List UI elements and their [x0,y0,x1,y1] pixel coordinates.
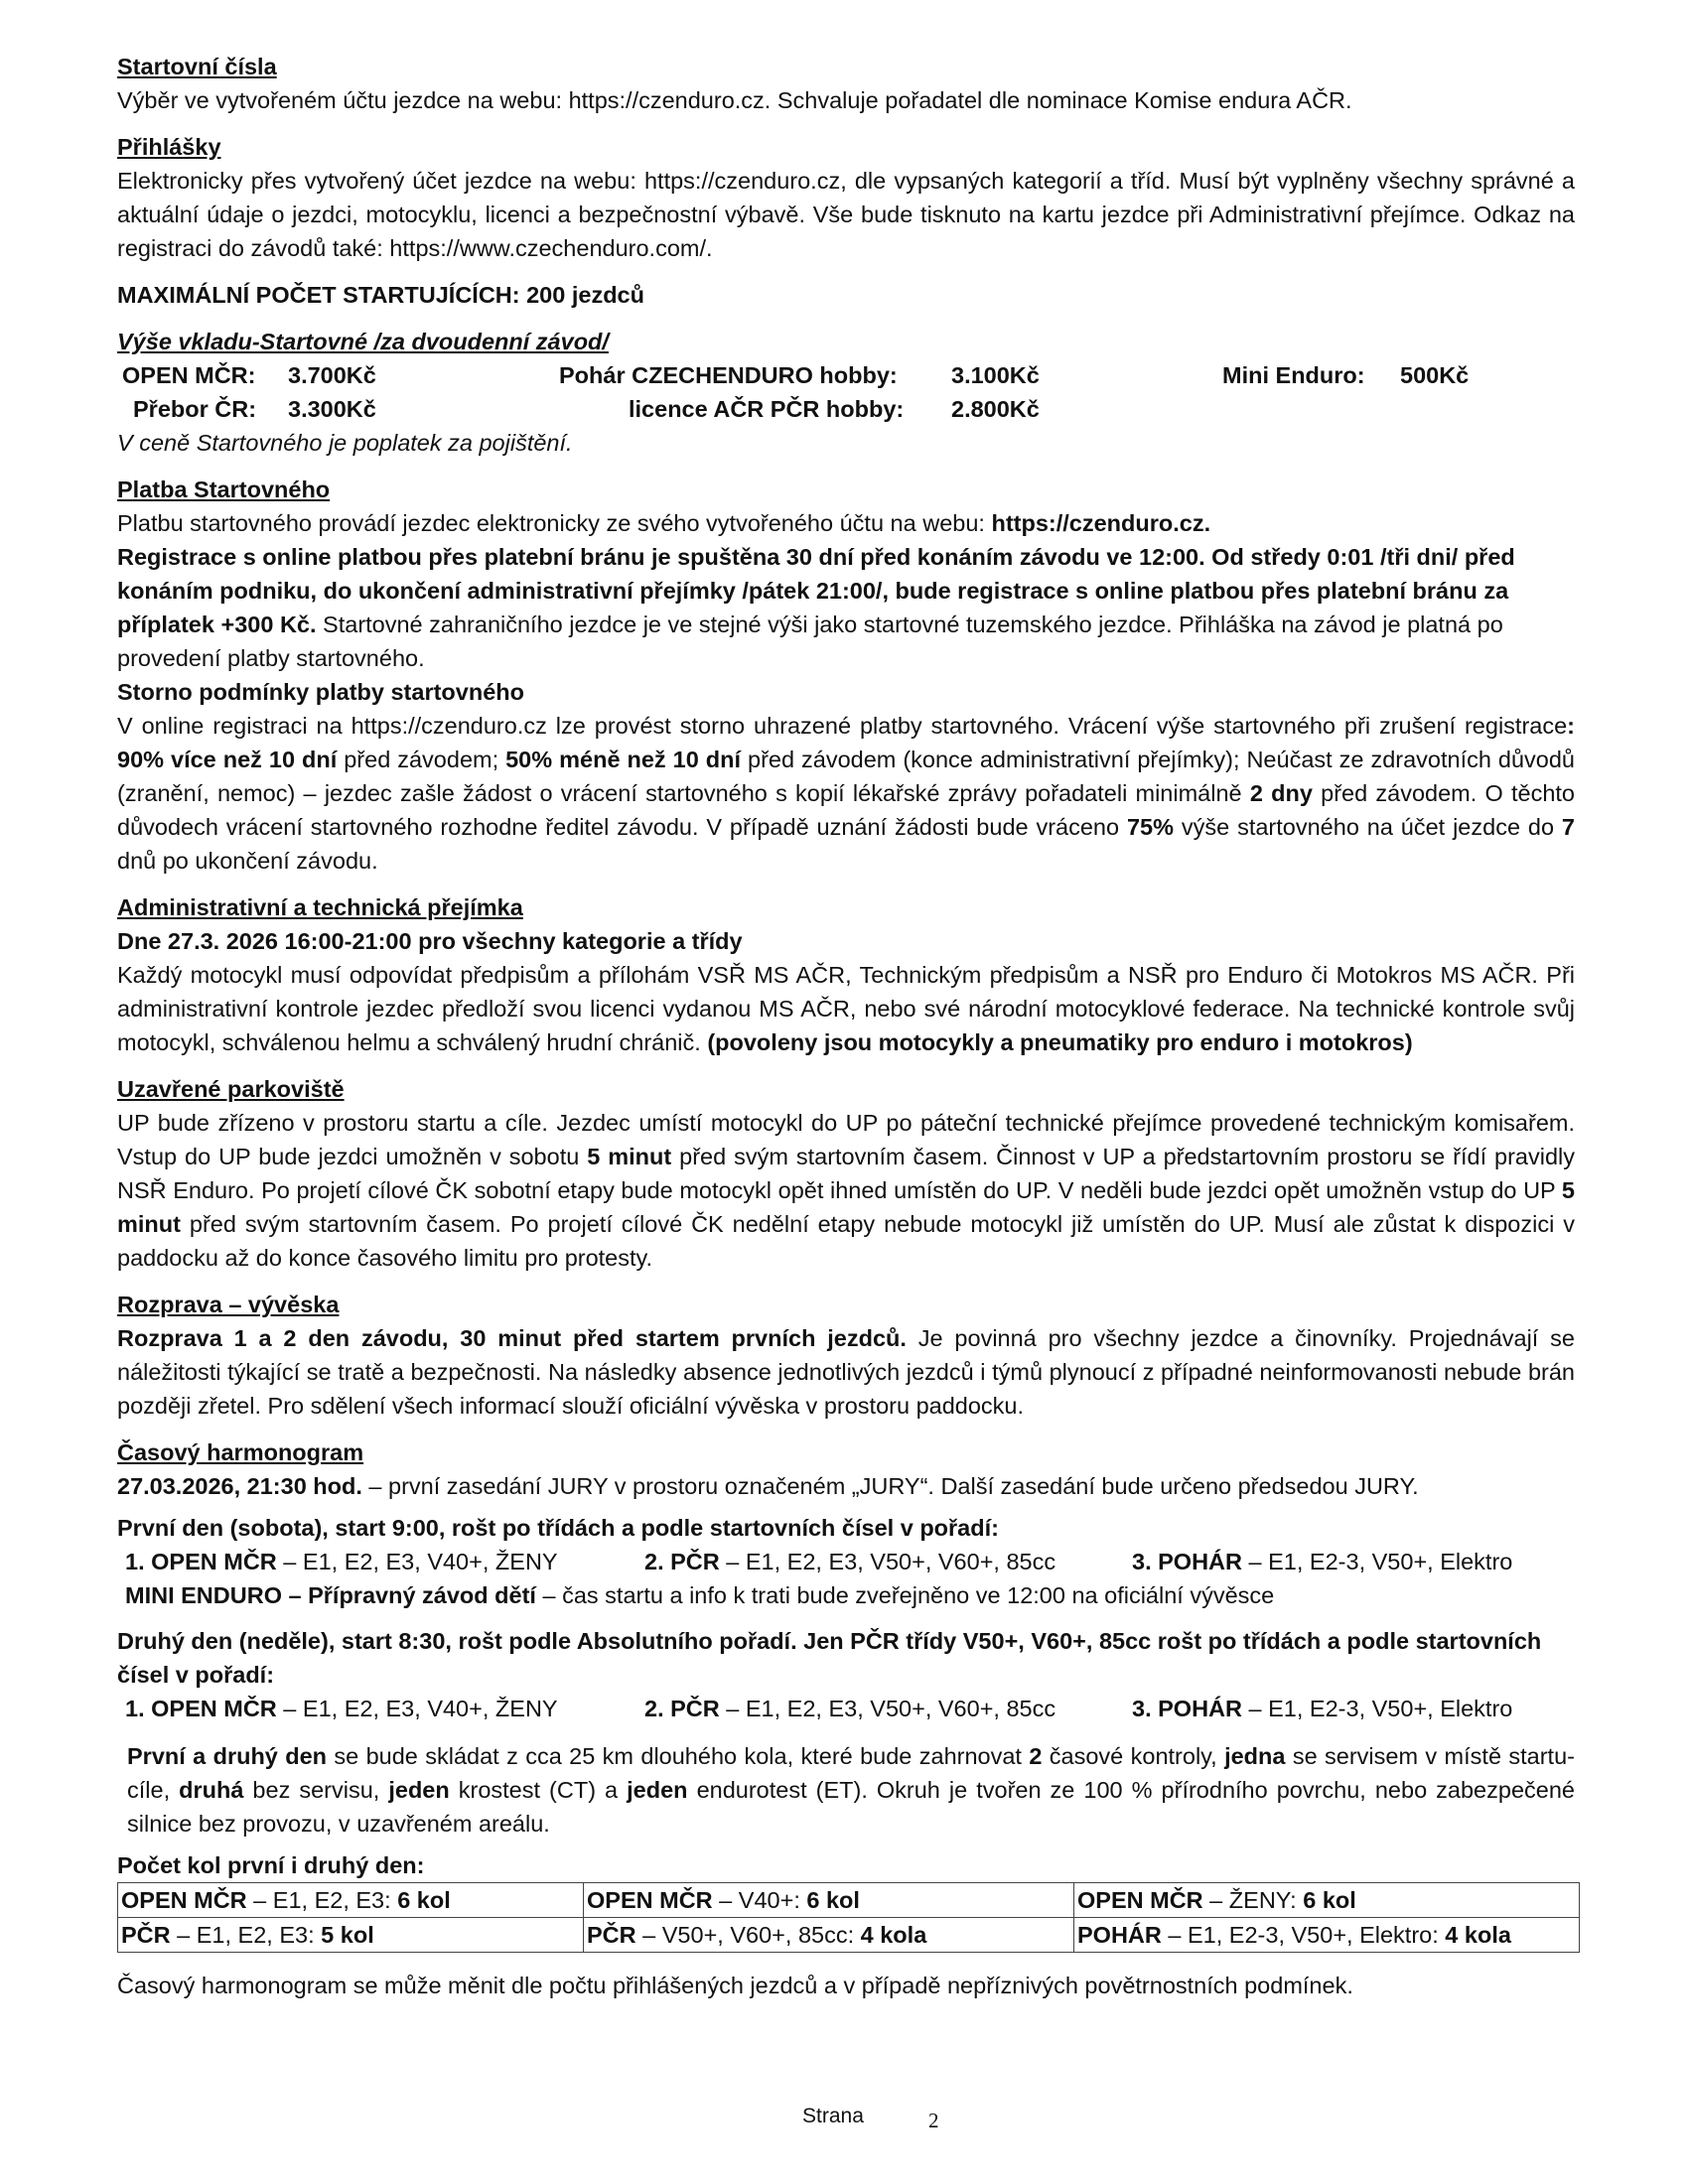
fee-value: 3.100Kč [951,362,1040,388]
jury-date: 27.03.2026, 21:30 hod. [117,1473,362,1499]
storno-t6: dnů po ukončení závodu. [117,848,378,874]
parking-b2: 5 minut [117,1177,1575,1237]
day1-class [644,1545,1132,1578]
class-name: 2. PČR [644,1696,720,1721]
mini-enduro-bold: MINI ENDURO – Přípravný závod dětí [125,1582,536,1608]
table-cell [584,1918,1074,1953]
briefing-section [117,1288,1575,1423]
table-cell [584,1883,1074,1918]
cell-class: OPEN MČR [1077,1887,1203,1913]
cell-laps: 6 kol [397,1887,451,1913]
laps-table [117,1882,1580,1953]
parking-t3: před svým startovním časem. Po projetí cílové ČK nedělní etapy nebude motocykl již umístěn do UP. Musí ale zůstat k dispozici v paddocku až do konce časového limitu pro protesty. [117,1211,1575,1271]
cell-laps: 4 kola [1445,1922,1511,1948]
desc-b1: První a druhý den [127,1743,328,1769]
storno-t4: před závodem. O těchto důvodech vrácení startovného rozhodne ředitel závodu. V případě uznání žádosti bude vráceno [117,780,1575,840]
jury-line [117,1469,1575,1503]
briefing-body: Je povinná pro všechny jezdce a činovníky. Projednávají se náležitosti týkající se tratě a bezpečnosti. Na následky absence jednotlivých jezdců i týmů plynoucí z případné neinformovanosti nebude brán později zřetel. Pro sdělení všech informací slouží oficiální vývěska v prostoru paddocku. [117,1325,1575,1419]
day2-class [1132,1692,1512,1725]
briefing-heading: Rozprava – vývěska [117,1292,340,1317]
desc-b3: jedna [1224,1743,1286,1769]
fees-note: V ceně Startovného je poplatek za pojištění. [117,430,573,456]
desc-t5: krostest (CT) a [449,1777,628,1803]
day2-heading: Druhý den (neděle), start 8:30, rošt podle Absolutního pořadí. Jen PČR třídy V50+, V60+, 85cc rošt po třídách a podle startovních čísel v pořadí: [117,1628,1542,1688]
cell-laps: 6 kol [1303,1887,1356,1913]
class-name: 1. OPEN MČR [125,1696,277,1721]
fee-label: Přebor ČR: [133,396,257,422]
fee-value: 3.300Kč [288,396,376,422]
storno-b3: 2 dny [1249,780,1313,806]
document-page [117,50,1575,2002]
cell-text: – V50+, V60+, 85cc: [635,1922,861,1948]
fees-heading: Výše vkladu-Startovné /za dvoudenní závod/ [117,329,609,354]
parking-t1: UP bude zřízeno v prostoru startu a cíle. Jezdec umístí motocykl do UP po páteční technické přejímce provedené technickým komisařem. Vstup do UP bude jezdci umožněn v sobotu [117,1110,1575,1169]
inspection-date: Dne 27.3. 2026 16:00-21:00 pro všechny kategorie a třídy [117,928,743,954]
inspection-heading: Administrativní a technická přejímka [117,894,523,920]
storno-heading: Storno podmínky platby startovného [117,679,524,705]
cell-class: PČR [587,1922,636,1948]
inspection-text [117,958,1575,1059]
storno-b2: 50% méně než 10 dní [505,747,742,772]
registration-section [117,130,1575,265]
fee-label: licence AČR PČR hobby: [629,396,905,422]
inspection-section [117,890,1575,1059]
inspection-bold: (povoleny jsou motocykly a pneumatiky pro enduro i motokros) [707,1029,1413,1055]
storno-t3: před závodem (konce administrativní přejímky); Neúčast ze zdravotních důvodů (zranění, nemoc) – jezdec zašle žádost o vrácení startovného s kopií lékařské zprávy pořadateli minimálně [117,747,1576,806]
parking-section [117,1072,1575,1275]
class-list: – E1, E2, E3, V40+, ŽENY [276,1696,558,1721]
fees-row-1 [117,358,1575,392]
class-list: – E1, E2-3, V50+, Elektro [1242,1696,1513,1721]
cell-text: – E1, E2, E3: [246,1887,398,1913]
payment-line-text: Platbu startovného provádí jezdec elektronicky ze svého vytvořeného účtu na webu: [117,510,992,536]
day2-class [644,1692,1132,1725]
fee-value: 2.800Kč [951,396,1040,422]
schedule-section [117,1435,1575,2002]
payment-line [117,506,1575,540]
parking-text [117,1106,1575,1275]
desc-t1: se bude skládat z cca 25 km dlouhého kola, které bude zahrnovat [327,1743,1030,1769]
table-cell [1074,1883,1580,1918]
briefing-bold: Rozprava 1 a 2 den závodu, 30 minut před startem prvních jezdců. [117,1325,907,1351]
class-name: 3. POHÁR [1132,1696,1242,1721]
fee-value: 500Kč [1400,362,1470,388]
class-list: – E1, E2, E3, V40+, ŽENY [276,1549,558,1574]
cell-laps: 6 kol [806,1887,860,1913]
fees-row-2 [117,392,1575,426]
fee-label: Mini Enduro: [1222,362,1365,388]
desc-b6: jeden [627,1777,688,1803]
desc-t6: endurotest (ET). Okruh je tvořen ze 100 % přírodního povrchu, nebo zabezpečené silnice bez provozu, v uzavřeném areálu. [127,1777,1575,1837]
storno-b4: 75% [1126,814,1174,840]
cell-class: OPEN MČR [587,1887,713,1913]
desc-t2: časové kontroly, [1042,1743,1225,1769]
storno-t2: před závodem; [337,747,506,772]
payment-section [117,473,1575,878]
briefing-text [117,1321,1575,1423]
course-description [117,1739,1575,1841]
parking-heading: Uzavřené parkoviště [117,1076,345,1102]
day2-class [125,1692,644,1725]
desc-t4: bez servisu, [243,1777,389,1803]
cell-laps: 4 kola [860,1922,927,1948]
max-riders: MAXIMÁLNÍ POČET STARTUJÍCÍCH: 200 jezdců [117,282,644,308]
mini-enduro-line [117,1578,1575,1612]
table-row [118,1918,1580,1953]
start-numbers-section [117,50,1575,117]
class-name: 2. PČR [644,1549,720,1574]
registration-text: Elektronicky přes vytvořený účet jezdce na webu: https://czenduro.cz, dle vypsaných kategorií a tříd. Musí být vyplněny všechny správné a aktuální údaje o jezdci, motocyklu, licenci a bezpečnostní výbavě. Vše bude tisknuto na kartu jezdce při Administrativní přejímce. Odkaz na registraci do závodů také: https://www.czechenduro.com/. [117,168,1575,261]
day1-class [125,1545,644,1578]
cell-text: – V40+: [712,1887,807,1913]
cell-class: PČR [121,1922,171,1948]
parking-t2: před svým startovním časem. Činnost v UP a předstartovním prostoru se řídí pravidly NSŘ Enduro. Po projetí cílové ČK sobotní etapy bude motocykl opět ihned umístěn do UP. V neděli bude jezdci opět umožněn vstup do UP [117,1144,1575,1203]
start-numbers-text: Výběr ve vytvořeném účtu jezdce na webu: https://czenduro.cz. Schvaluje pořadatel dle nominace Komise endura AČR. [117,87,1352,113]
desc-t3: se servisem v místě startu-cíle, [127,1743,1575,1803]
laps-heading: Počet kol první i druhý den: [117,1852,425,1878]
schedule-final-note: Časový harmonogram se může měnit dle počtu přihlášených jezdců a v případě nepříznivých povětrnostních podmínek. [117,1973,1353,1998]
day1-heading: První den (sobota), start 9:00, rošt po třídách a podle startovních čísel v pořadí: [117,1515,999,1541]
cell-laps: 5 kol [321,1922,374,1948]
desc-b5: jeden [388,1777,450,1803]
mini-enduro-text: – čas startu a info k trati bude zveřejněno ve 12:00 na oficiální vývěsce [535,1582,1275,1608]
footer-label: Strana [802,2105,864,2127]
table-row [118,1883,1580,1918]
table-cell [118,1918,584,1953]
storno-t1: V online registraci na https://czenduro.cz lze provést storno uhrazené platby startovného. Vrácení výše startovného při zrušení registrace [117,713,1568,739]
schedule-heading: Časový harmonogram [117,1439,364,1465]
day2-classes [117,1692,1575,1725]
class-list: – E1, E2-3, V50+, Elektro [1242,1549,1513,1574]
day1-classes [117,1545,1575,1578]
cell-class: OPEN MČR [121,1887,247,1913]
storno-b1: : 90% více než 10 dní [117,713,1575,772]
desc-b2: 2 [1029,1743,1043,1769]
class-name: 3. POHÁR [1132,1549,1242,1574]
cell-class: POHÁR [1077,1922,1162,1948]
table-cell [1074,1918,1580,1953]
payment-bold: Registrace s online platbou přes platební bránu je spuštěna 30 dní před konáním závodu ve 12:00. Od středy 0:01 /tři dni/ před konáním podniku, do ukončení administrativní přejímky /pátek 21:00/, bude registrace s online platbou přes platební bránu za příplatek +300 Kč. [117,544,1515,637]
storno-b5: 7 [1561,814,1575,840]
class-list: – E1, E2, E3, V50+, V60+, 85cc [719,1696,1056,1721]
payment-details [117,540,1575,675]
jury-text: – první zasedání JURY v prostoru označeném „JURY“. Další zasedání bude určeno předsedou JURY. [361,1473,1419,1499]
class-name: 1. OPEN MČR [125,1549,277,1574]
desc-b4: druhá [179,1777,244,1803]
day1-class [1132,1545,1512,1578]
payment-rest: Startovné zahraničního jezdce je ve stejné výši jako startovné tuzemského jezdce. Přihláška na závod je platná po provedení platby startovného. [117,612,1503,671]
table-cell [118,1883,584,1918]
registration-heading: Přihlášky [117,134,221,160]
start-numbers-heading: Startovní čísla [117,54,277,79]
cell-text: – E1, E2, E3: [170,1922,322,1948]
payment-heading: Platba Startovného [117,477,331,502]
page-number: 2 [928,2109,939,2132]
fees-section [117,325,1575,460]
storno-t5: výše startovného na účet jezdce do [1174,814,1562,840]
storno-text [117,709,1575,878]
cell-text: – E1, E2-3, V50+, Elektro: [1161,1922,1446,1948]
payment-url: https://czenduro.cz. [991,510,1211,536]
class-list: – E1, E2, E3, V50+, V60+, 85cc [719,1549,1056,1574]
inspection-body: Každý motocykl musí odpovídat předpisům a přílohám VSŘ MS AČR, Technickým předpisům a NSŘ pro Enduro či Motokros MS AČR. Při administrativní kontrole jezdec předloží svou licenci vydanou MS AČR, nebo své národní motocyklové federace. Na technické kontrole svůj motocykl, schválenou helmu a schválený hrudní chránič. [117,962,1575,1055]
fee-value: 3.700Kč [288,362,376,388]
fee-label: Pohár CZECHENDURO hobby: [559,362,898,388]
cell-text: – ŽENY: [1202,1887,1304,1913]
fee-label: OPEN MČR: [122,362,256,388]
parking-b1: 5 minut [587,1144,672,1169]
